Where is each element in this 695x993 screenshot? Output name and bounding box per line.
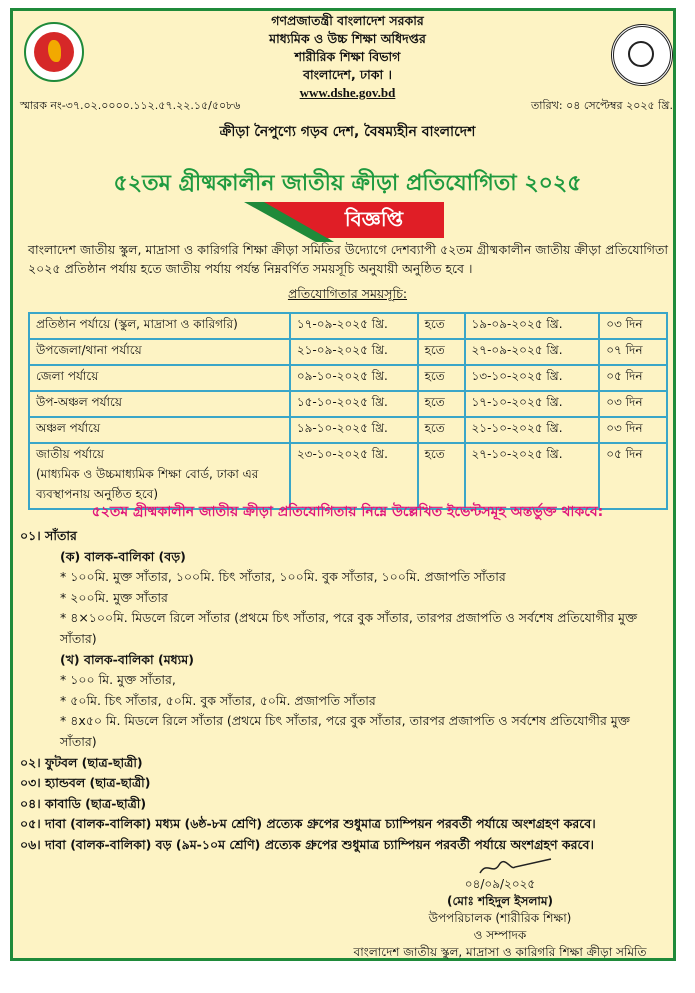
header-line: গণপ্রজাতন্ত্রী বাংলাদেশ সরকার	[271, 13, 424, 28]
schedule-level-text: জাতীয় পর্যায়ে	[36, 447, 104, 461]
schedule-level-note: (মাধ্যমিক ও উচ্চমাধ্যমিক শিক্ষা বোর্ড, ঢাকা এর ব্যবস্থাপনায় অনুষ্ঠিত হবে)	[36, 467, 259, 501]
schedule-start-date-text: ২৩-১০-২০২৫ খ্রি.	[296, 447, 388, 461]
swimming-senior-category: (ক) বালক-বালিকা (বড়)	[60, 548, 186, 564]
signatory-role: ও সম্পাদক	[473, 928, 527, 942]
signatory-designation: উপপরিচালক (শারীরিক শিক্ষা)	[428, 911, 572, 925]
intro-paragraph: বাংলাদেশ জাতীয় স্কুল, মাদ্রাসা ও কারিগরি শিক্ষা ক্রীড়া সমিতির উদ্যোগে দেশব্যাপী ৫২তম গ্রীষ্মকালীন জাতীয় ক্রীড়া প্রতিযোগিতা ২০২৫ প্রতিষ্ঠান পর্যায় হতে জাতীয় পর্যায় পর্যন্ত নিম্নবর্ণিত সময়সূচি অনুযায়ী অনুষ্ঠিত হবে ।	[28, 242, 668, 276]
event-chess-junior: ০৫। দাবা (বালক-বালিকা) মধ্যম (৬ষ্ঠ-৮ম শ্রেণি) প্রত্যেক গ্রুপের শুধুমাত্র চ্যাম্পিয়ন পরবর্তী পর্যায়ে অংশগ্রহণ করবে।	[20, 816, 596, 832]
schedule-row	[29, 417, 667, 443]
schedule-level-text: উপ-অঞ্চল পর্যায়ে	[36, 395, 122, 409]
page-title: ৫২তম গ্রীষ্মকালীন জাতীয় ক্রীড়া প্রতিযোগিতা ২০২৫	[113, 171, 582, 196]
schedule-heading: প্রতিযোগিতার সময়সূচি:	[287, 286, 408, 301]
schedule-duration	[599, 365, 667, 391]
schedule-duration-text: ০৩ দিন	[606, 421, 643, 435]
letterhead	[0, 12, 695, 102]
header-line: বাংলাদেশ, ঢাকা ।	[303, 67, 392, 82]
schedule-level	[29, 313, 290, 339]
schedule-start-date-text: ০৯-১০-২০২৫ খ্রি.	[296, 369, 388, 383]
schedule-end-date	[465, 313, 600, 339]
events-list	[20, 526, 670, 856]
notice-label: বিজ্ঞপ্তি	[344, 207, 404, 231]
schedule-row	[29, 391, 667, 417]
schedule-table	[28, 312, 668, 510]
swimming-item: * ১০০ মি. মুক্ত সাঁতার,	[60, 672, 176, 688]
event-handball: ০৩। হ্যান্ডবল (ছাত্র-ছাত্রী)	[20, 775, 151, 791]
schedule-level-text: জেলা পর্যায়ে	[36, 369, 99, 383]
schedule-end-date	[465, 391, 600, 417]
schedule-separator	[418, 313, 465, 339]
swimming-junior-category: (খ) বালক-বালিকা (মধ্যম)	[60, 651, 194, 667]
schedule-separator-text: হতে	[424, 317, 445, 331]
schedule-separator-text: হতে	[424, 369, 445, 383]
schedule-duration-text: ০৩ দিন	[606, 317, 643, 331]
schedule-duration	[599, 417, 667, 443]
header-line: শারীরিক শিক্ষা বিভাগ	[294, 49, 401, 64]
signature-block	[330, 876, 670, 961]
website-link[interactable]: www.dshe.gov.bd	[299, 85, 396, 100]
schedule-separator	[418, 417, 465, 443]
schedule-duration-text: ০৫ দিন	[606, 369, 643, 383]
signatory-name: (মোঃ শহিদুল ইসলাম)	[446, 894, 554, 908]
signatory-organization: বাংলাদেশ জাতীয় স্কুল, মাদ্রাসা ও কারিগরি শিক্ষা ক্রীড়া সমিতি	[353, 945, 647, 959]
notice-banner	[244, 202, 444, 238]
schedule-end-date-text: ২৭-১০-২০২৫ খ্রি.	[471, 447, 563, 461]
schedule-start-date-text: ১৯-১০-২০২৫ খ্রি.	[296, 421, 388, 435]
schedule-separator	[418, 339, 465, 365]
schedule-duration-text: ০৭ দিন	[606, 343, 643, 357]
schedule-end-date-text: ২৭-০৯-২০২৫ খ্রি.	[471, 343, 563, 357]
memo-number: স্মারক নং-৩৭.০২.০০০০.১১২.৫৭.২২.১৫/৫০৮৬	[20, 99, 241, 112]
schedule-level	[29, 339, 290, 365]
event-chess-senior: ০৬। দাবা (বালক-বালিকা) বড় (৯ম-১০ম শ্রেণি) প্রত্যেক গ্রুপের শুধুমাত্র চ্যাম্পিয়ন পরবর্তী পর্যায়ে অংশগ্রহণ করবে।	[20, 836, 594, 852]
header-line: মাধ্যমিক ও উচ্চ শিক্ষা অধিদপ্তর	[269, 31, 426, 46]
events-heading: ৫২তম গ্রীষ্মকালীন জাতীয় ক্রীড়া প্রতিযোগিতায় নিম্নে উল্লেখিত ইভেন্টসমূহ অন্তর্ভুক্ত থাকবে:	[91, 504, 604, 520]
schedule-duration-text: ০৩ দিন	[606, 395, 643, 409]
schedule-end-date	[465, 339, 600, 365]
event-swimming: ০১। সাঁতার	[20, 528, 77, 543]
swimming-item: * ২০০মি. মুক্ত সাঁতার	[60, 589, 168, 605]
schedule-level-text: উপজেলা/থানা পর্যায়ে	[36, 343, 142, 357]
schedule-level	[29, 391, 290, 417]
schedule-row	[29, 339, 667, 365]
schedule-end-date	[465, 417, 600, 443]
schedule-separator	[418, 365, 465, 391]
swimming-item: * ১০০মি. মুক্ত সাঁতার, ১০০মি. চিৎ সাঁতার, ১০০মি. বুক সাঁতার, ১০০মি. প্রজাপতি সাঁতার	[60, 569, 506, 585]
schedule-duration-text: ০৫ দিন	[606, 447, 643, 461]
schedule-duration	[599, 313, 667, 339]
schedule-end-date-text: ১৯-০৯-২০২৫ খ্রি.	[471, 317, 563, 331]
issue-date: তারিখ: ০৪ সেপ্টেম্বর ২০২৫ খ্রি.	[531, 99, 673, 112]
schedule-separator-text: হতে	[424, 395, 445, 409]
event-kabaddi: ০৪। কাবাডি (ছাত্র-ছাত্রী)	[20, 795, 147, 811]
schedule-start-date	[290, 339, 418, 365]
schedule-separator-text: হতে	[424, 343, 445, 357]
schedule-start-date	[290, 417, 418, 443]
schedule-row	[29, 365, 667, 391]
schedule-end-date	[465, 365, 600, 391]
schedule-level-text: প্রতিষ্ঠান পর্যায়ে (স্কুল, মাদ্রাসা ও কারিগরি)	[36, 317, 238, 331]
event-football: ০২। ফুটবল (ছাত্র-ছাত্রী)	[20, 754, 143, 770]
schedule-level	[29, 417, 290, 443]
schedule-end-date-text: ১৩-১০-২০২৫ খ্রি.	[471, 369, 563, 383]
swimming-item: * ৪×১০০মি. মিডলে রিলে সাঁতার (প্রথমে চিৎ সাঁতার, পরে বুক সাঁতার, তারপর প্রজাপতি ও সর্বশেষ প্রতিযোগীর মুক্ত সাঁতার)	[60, 610, 638, 646]
schedule-separator	[418, 391, 465, 417]
schedule-start-date-text: ১৭-০৯-২০২৫ খ্রি.	[296, 317, 388, 331]
schedule-level	[29, 365, 290, 391]
schedule-start-date-text: ১৫-১০-২০২৫ খ্রি.	[296, 395, 388, 409]
swimming-item: * ৫০মি. চিৎ সাঁতার, ৫০মি. বুক সাঁতার, ৫০মি. প্রজাপতি সাঁতার	[60, 692, 376, 708]
schedule-start-date	[290, 391, 418, 417]
schedule-start-date	[290, 313, 418, 339]
schedule-level-text: অঞ্চল পর্যায়ে	[36, 421, 101, 435]
schedule-duration	[599, 391, 667, 417]
signature-date: ০৪/০৯/২০২৫	[464, 877, 536, 891]
schedule-separator-text: হতে	[424, 421, 445, 435]
schedule-start-date-text: ২১-০৯-২০২৫ খ্রি.	[296, 343, 388, 357]
schedule-separator-text: হতে	[424, 447, 445, 461]
schedule-row	[29, 313, 667, 339]
schedule-duration	[599, 339, 667, 365]
schedule-end-date-text: ১৭-১০-২০২৫ খ্রি.	[471, 395, 563, 409]
swimming-item: * ৪x৫০ মি. মিডলে রিলে সাঁতার (প্রথমে চিৎ সাঁতার, পরে বুক সাঁতার, তারপর প্রজাপতি ও সর্বশেষ প্রতিযোগীর মুক্ত সাঁতার)	[60, 713, 630, 749]
slogan: ক্রীড়া নৈপুণ্যে গড়ব দেশ, বৈষম্যহীন বাংলাদেশ	[219, 124, 476, 140]
schedule-start-date	[290, 365, 418, 391]
schedule-end-date-text: ২১-১০-২০২৫ খ্রি.	[471, 421, 563, 435]
